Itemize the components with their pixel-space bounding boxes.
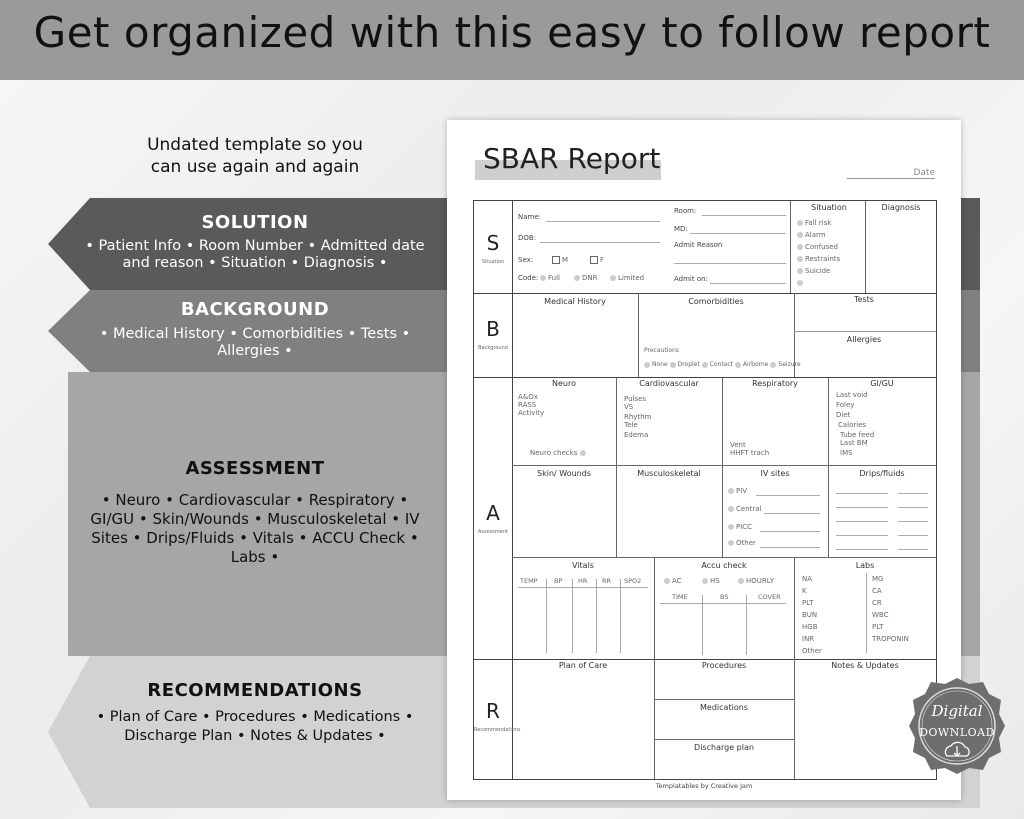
letter-s: S (486, 231, 500, 255)
badge-line-1: Digital (931, 702, 983, 720)
situation-row: S Situation Name: DOB: Sex: M F Code: Full DNR Limited Room: MD: Admit Reason Admit on: Situation Fall risk Alarm Confused Restraints Suicide Diagnosis (474, 201, 936, 294)
letter-a: A (486, 501, 500, 525)
letter-r: R (486, 699, 500, 723)
title-banner (0, 0, 1024, 80)
situation-cell: Situation Fall risk Alarm Confused Restraints Suicide (790, 201, 866, 293)
assessment-body: • Neuro • Cardiovascular • Respiratory • GI/GU • Skin/Wounds • Musculoskeletal • IV Sites • Drips/Fluids • Vitals • ACCU Check • Labs • (90, 491, 420, 566)
recommendation-row: R Recommendations Plan of Care Procedures Medications Discharge plan Notes & Updates (474, 659, 936, 779)
solution-title: SOLUTION (201, 212, 309, 233)
sheet-footer: Templatables by Creative Jam (655, 782, 753, 790)
recommendations-title: RECOMMENDATIONS (147, 680, 363, 701)
badge-seal (907, 676, 1007, 776)
background-body: • Medical History • Comorbidities • Tests • Allergies • (99, 326, 411, 359)
intro-line-1: Undated template so you (147, 135, 363, 155)
solution-body: • Patient Info • Room Number • Admitted date and reason • Situation • Diagnosis • (85, 238, 425, 271)
sheet-title: SBAR Report (483, 142, 661, 175)
sheet-title-block (475, 142, 661, 184)
intro-text (120, 134, 390, 178)
digital-download-badge (907, 676, 1007, 776)
sbar-grid (473, 200, 937, 780)
banner-title: Get organized with this easy to follow report (33, 8, 991, 57)
assessment-title: ASSESSMENT (185, 458, 325, 479)
letter-b: B (486, 317, 500, 341)
sbar-report-sheet (447, 120, 961, 800)
background-title: BACKGROUND (180, 299, 330, 320)
background-row: B Background Medical History Comorbidities Tests Allergies Precautions None Droplet Contact Airborne Seizure (474, 293, 936, 378)
intro-line-2: can use again and again (150, 157, 360, 177)
assessment-row: A Assessment Neuro A&Ox RASS Activity Neuro checks Cardiovascular Pulses VS Rhythm Tele Edema Respiratory Vent HHFT trach GI/GU Last void Foley Diet Calories Tube feed Last BM IMS Skin/ Wounds Musculoskeletal IV sites PIV Central PICC Other Drips/fluids Vitals TEMP BP HR RR SPO2 Accu check AC HS HOURLY TIME BS COVER Labs NA K PLT BUN HGB INR Other MG CA CR WBC PLT TROPONIN (474, 377, 936, 660)
recommendations-body: • Plan of Care • Procedures • Medications • Discharge Plan • Notes & Updates • (96, 709, 414, 744)
date-field: Date (847, 168, 935, 179)
badge-line-2: DOWNLOAD (919, 726, 995, 739)
